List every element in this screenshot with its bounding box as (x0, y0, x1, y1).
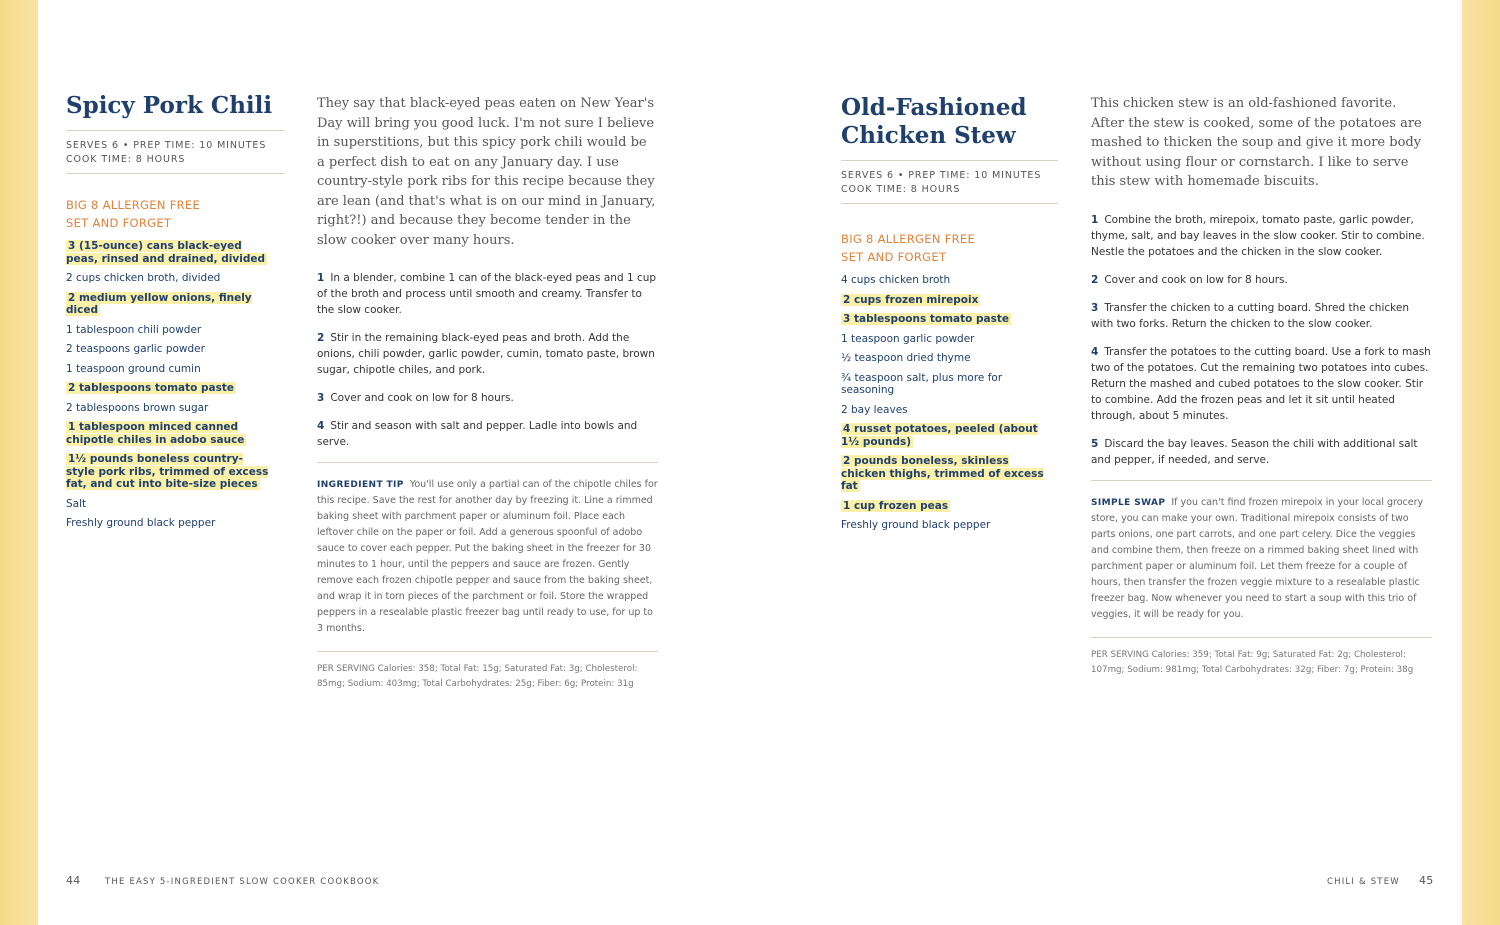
ingredient-text: 4 russet potatoes, peeled (about 1½ pounds) (841, 423, 1038, 448)
step-list (317, 270, 658, 450)
ingredient-text: 2 cups frozen mirepoix (843, 293, 979, 306)
tag-set-and-forget: SET AND FORGET (841, 250, 947, 264)
ingredient-text: 1 teaspoon ground cumin (66, 362, 201, 375)
step-number: 3 (1091, 301, 1099, 314)
step-text: In a blender, combine 1 can of the black-eyed peas and 1 cup of the broth and process until smooth and creamy. Transfer to the slow cooker. (317, 272, 657, 316)
ingredient-item (66, 292, 271, 317)
ingredient-item (66, 382, 271, 395)
ingredient-text: 1½ pounds boneless country-style pork ribs, trimmed of excess fat, and cut into bite-size pieces (66, 453, 269, 490)
step-item (1091, 436, 1432, 468)
nutrition-label: PER SERVING (1091, 649, 1149, 660)
step-text: Stir and season with salt and pepper. Ladle into bowls and serve. (317, 420, 638, 448)
step-item (317, 330, 658, 378)
ingredient-item (66, 343, 271, 356)
meta-cook-time: COOK TIME: 8 HOURS (66, 154, 186, 165)
tip-label: SIMPLE SWAP (1091, 497, 1166, 508)
step-item (1091, 344, 1432, 424)
ingredient-text: ½ teaspoon dried thyme (841, 352, 971, 364)
recipe-tags (841, 230, 1058, 266)
ingredient-text: 2 tablespoons brown sugar (66, 401, 209, 414)
recipe-tags (66, 196, 284, 232)
tag-allergen-free: BIG 8 ALLERGEN FREE (841, 232, 976, 246)
step-number: 4 (317, 420, 325, 432)
recipe-intro: They say that black-eyed peas eaten on New Year's Day will bring you good luck. I'm not sure I believe in superstitions, but this spicy pork chili would be a perfect dish to eat on any January day. I use country-style pork ribs for this recipe because they are lean (and that's what is on our mind in January, right?!) and because they become tender in the slow cooker over many hours. (317, 96, 656, 248)
ingredient-text: 3 (15-ounce) cans black-eyed peas, rinsed and drained, divided (66, 240, 265, 265)
ingredient-text: 2 bay leaves (841, 403, 908, 416)
ingredient-item (66, 517, 271, 530)
ingredient-tip (317, 477, 658, 637)
ingredient-text: Salt (66, 497, 87, 510)
simple-swap-tip (1091, 495, 1432, 623)
step-text: Combine the broth, mirepoix, tomato paste, garlic powder, thyme, salt, and bay leaves in the slow cooker. Stir to combine. Nestle the potatoes and the chicken in the slow cooker. (1091, 213, 1425, 258)
meta-cook-time: COOK TIME: 8 HOURS (841, 184, 961, 195)
step-text: Transfer the chicken to a cutting board. Shred the chicken with two forks. Return the chicken to the slow cooker. (1091, 301, 1409, 330)
tip-label: INGREDIENT TIP (317, 480, 404, 490)
ingredient-text: 3 tablespoons tomato paste (843, 313, 1010, 325)
step-item (1091, 300, 1432, 332)
nutrition-label: PER SERVING (317, 664, 375, 674)
ingredient-list (841, 274, 1058, 532)
page-number: 45 (1419, 874, 1434, 887)
tag-set-and-forget: SET AND FORGET (66, 216, 172, 230)
recipe-title (841, 94, 1058, 150)
ingredient-text: 2 pounds boneless, skinless chicken thighs, trimmed of excess fat (841, 455, 1044, 492)
step-list (1091, 212, 1432, 468)
ingredient-item (66, 402, 271, 415)
ingredient-text: Freshly ground black pepper (66, 517, 216, 529)
ingredient-text: ¾ teaspoon salt, plus more for seasoning (841, 371, 1003, 396)
nutrition-info (1091, 648, 1432, 678)
recipe-meta (66, 139, 284, 167)
title-line-1: Old-Fashioned (841, 94, 1027, 121)
step-item (317, 270, 658, 318)
running-head: CHILI & STEW (1327, 877, 1400, 887)
ingredient-item (66, 363, 271, 376)
ingredient-item (66, 272, 271, 285)
right-page (750, 0, 1462, 925)
left-page (38, 0, 750, 925)
ingredient-text: 2 tablespoons tomato paste (68, 382, 235, 394)
meta-serves-prep: SERVES 6 • PREP TIME: 10 MINUTES (66, 140, 267, 151)
step-number: 3 (317, 392, 325, 404)
ingredient-text: 2 teaspoons garlic powder (66, 343, 205, 355)
meta-divider (841, 203, 1058, 204)
right-recipe-body (1091, 94, 1432, 678)
left-recipe-body (317, 94, 658, 692)
left-recipe-header (66, 92, 284, 537)
recipe-meta (841, 169, 1058, 197)
step-text: Cover and cook on low for 8 hours. (1104, 273, 1288, 286)
ingredient-text: Freshly ground black pepper (841, 519, 991, 531)
ingredient-text: 4 cups chicken broth (841, 274, 951, 286)
step-number: 2 (317, 332, 325, 344)
step-text: Transfer the potatoes to the cutting board. Use a fork to mash two of the potatoes. Cut the remaining two potatoes into cubes. Return the mashed and cubed potatoes to the slow cooker. Stir to combine. Add the frozen peas and let it sit until heated through, about 5 minutes. (1091, 345, 1431, 422)
step-text: Discard the bay leaves. Season the chili with additional salt and pepper, if needed, and serve. (1091, 437, 1418, 466)
ingredient-text: 1 cup frozen peas (843, 499, 949, 512)
ingredient-item (841, 372, 1046, 397)
page-number: 44 (66, 874, 81, 887)
ingredient-item (66, 324, 271, 337)
ingredient-item (841, 500, 1046, 513)
step-item (1091, 272, 1432, 288)
recipe-intro: This chicken stew is an old-fashioned favorite. After the stew is cooked, some of the potatoes are mashed to thicken the soup and give it more body without using flour or cornstarch. I like to serve this stew with homemade biscuits. (1091, 96, 1422, 189)
tip-divider (317, 462, 658, 463)
step-text: Stir in the remaining black-eyed peas and broth. Add the onions, chili powder, garlic powder, cumin, tomato paste, brown sugar, chipotle chiles, and pork. (317, 332, 655, 376)
step-number: 4 (1091, 345, 1099, 358)
tag-allergen-free: BIG 8 ALLERGEN FREE (66, 198, 201, 212)
step-number: 2 (1091, 273, 1099, 286)
recipe-title: Spicy Pork Chili (66, 92, 273, 119)
ingredient-item (841, 274, 1046, 287)
nutrition-text: Calories: 359; Total Fat: 9g; Saturated Fat: 2g; Cholesterol: 107mg; Sodium: 981mg; Total Carbohydrates: 32g; Fiber: 7g; Protein: 38g (1091, 649, 1414, 675)
step-item (317, 390, 658, 406)
right-page-edge (1462, 0, 1500, 925)
ingredient-list (66, 240, 284, 530)
title-divider (841, 160, 1058, 161)
ingredient-item (841, 455, 1046, 493)
step-number: 5 (1091, 437, 1099, 450)
ingredient-item (841, 333, 1046, 346)
step-text: Cover and cook on low for 8 hours. (330, 392, 514, 404)
nutrition-info (317, 662, 658, 692)
right-recipe-header (841, 94, 1058, 539)
ingredient-item (66, 453, 271, 491)
ingredient-item (841, 313, 1046, 326)
tip-divider (1091, 480, 1432, 481)
nutrition-text: Calories: 358; Total Fat: 15g; Saturated Fat: 3g; Cholesterol: 85mg; Sodium: 403mg; Total Carbohydrates: 25g; Fiber: 6g; Protein: 31g (317, 664, 638, 689)
tip-text: You'll use only a partial can of the chipotle chiles for this recipe. Save the rest for another day by freezing it. Line a rimmed baking sheet with parchment paper or aluminum foil. Place each leftover chile on the paper or foil. Add a generous spoonful of adobo sauce to cover each pepper. Put the baking sheet in the freezer for 30 minutes to 1 hour, until the peppers and sauce are frozen. Gently remove each frozen chipotle pepper and sauce from the baking sheet, and wrap it in torn pieces of the parchment or foil. Store the wrapped peppers in a resealable plastic freezer bag until ready to use, for up to 3 months. (317, 479, 658, 634)
step-item (317, 418, 658, 450)
tip-text: If you can't find frozen mirepoix in your local grocery store, you can make your own. Traditional mirepoix consists of two parts onions, one part carrots, and one part celery. Dice the veggies and combine them, then freeze on a rimmed baking sheet lined with parchment paper or aluminum foil. Let them freeze for a couple of hours, then transfer the frozen veggie mixture to a resealable plastic freezer bag. Now whenever you need to start a soup with this trio of veggies, it will be ready for you. (1091, 496, 1424, 620)
nutrition-divider (1091, 637, 1432, 638)
step-item (1091, 212, 1432, 260)
ingredient-item (66, 498, 271, 511)
meta-serves-prep: SERVES 6 • PREP TIME: 10 MINUTES (841, 170, 1042, 181)
ingredient-text: 2 medium yellow onions, finely diced (66, 291, 252, 316)
nutrition-divider (317, 651, 658, 652)
running-head: THE EASY 5-INGREDIENT SLOW COOKER COOKBOOK (105, 877, 380, 887)
step-number: 1 (317, 272, 325, 284)
step-number: 1 (1091, 213, 1099, 226)
left-page-edge (0, 0, 38, 925)
ingredient-item (841, 519, 1046, 532)
title-line-2: Chicken Stew (841, 122, 1016, 149)
ingredient-item (66, 421, 271, 446)
ingredient-item (841, 294, 1046, 307)
title-divider (66, 130, 284, 131)
ingredient-item (66, 240, 271, 265)
ingredient-text: 1 tablespoon minced canned chipotle chiles in adobo sauce (66, 421, 245, 446)
ingredient-item (841, 404, 1046, 417)
ingredient-text: 2 cups chicken broth, divided (66, 272, 221, 284)
ingredient-item (841, 352, 1046, 365)
meta-divider (66, 173, 284, 174)
ingredient-text: 1 tablespoon chili powder (66, 323, 202, 336)
ingredient-item (841, 423, 1046, 448)
ingredient-text: 1 teaspoon garlic powder (841, 332, 975, 345)
